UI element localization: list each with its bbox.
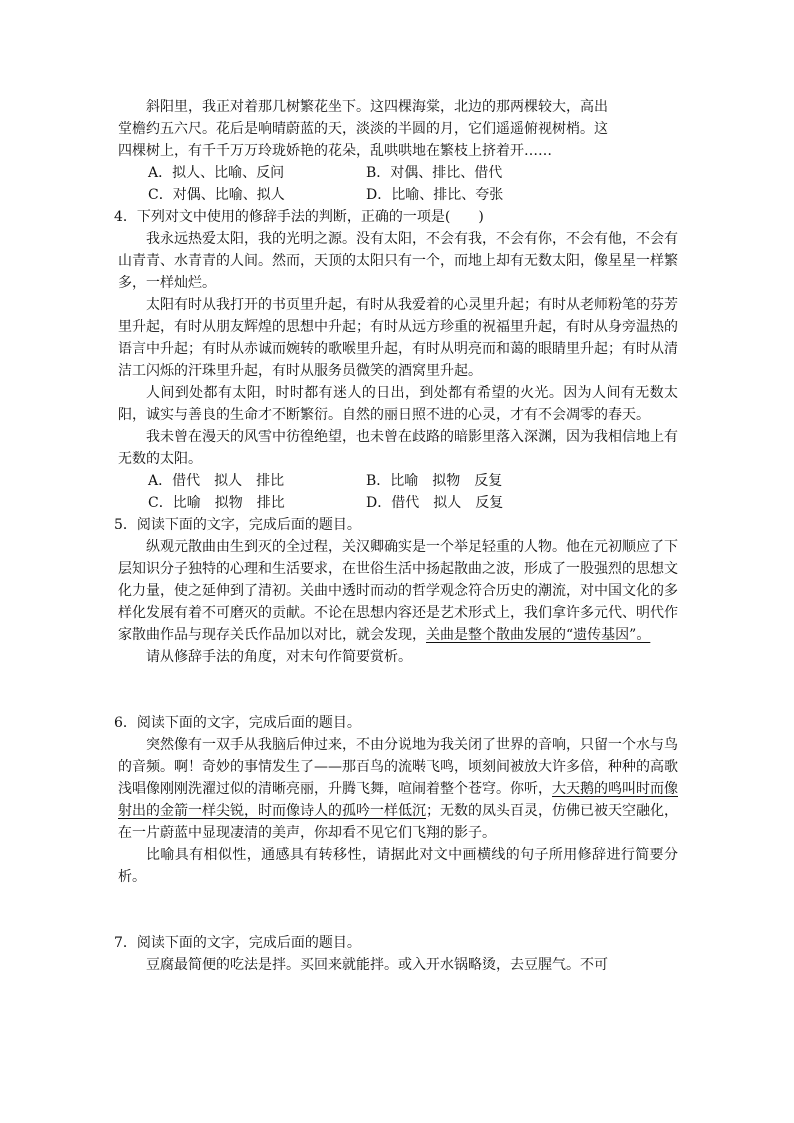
answer-space — [118, 668, 678, 712]
intro-line: 四棵树上，有千千万万玲珑娇艳的花朵，乱哄哄地在繁枝上挤着开…… — [118, 143, 552, 159]
question-6-stem: 6．阅读下面的文字，完成后面的题目。 — [114, 715, 361, 731]
question-7-stem: 7．阅读下面的文字，完成后面的题目。 — [114, 935, 361, 951]
option-a: A．拟人、比喻、反问 — [148, 165, 285, 181]
intro-line: 斜阳里，我正对着那几树繁花坐下。这四棵海棠，北边的那两棵较大，高出 — [146, 99, 608, 115]
option-c: C．对偶、比喻、拟人 — [148, 187, 285, 203]
question-4-paragraph: 人间到处都有太阳，时时都有迷人的日出，到处都有希望的火光。因为人间有无数太阳，诚实与善良的生命才不断繁衍。自然的丽日照不进的心灵，才有不会凋零的春天。 — [118, 385, 678, 423]
question-6-underlined-sentence: 大天鹅的鸣叫时而像射出的金箭一样尖锐，时而像诗人的孤吟一样低沉 — [118, 781, 678, 819]
option-a: A．借代 拟人 排比 — [148, 473, 285, 489]
question-5-stem: 5．阅读下面的文字，完成后面的题目。 — [114, 517, 361, 533]
question-6-text-tail: ；无数的凤头百灵，仿佛已被天空融化，在一片蔚蓝中显现凄清的美声，你却看不见它们飞翔的影子。 — [118, 803, 678, 841]
option-d: D．比喻、排比、夸张 — [366, 187, 504, 203]
question-5-instruction: 请从修辞手法的角度，对末句作简要赏析。 — [146, 649, 412, 665]
document-page — [114, 96, 678, 976]
question-6-instruction: 比喻具有相似性，通感具有转移性，请据此对文中画横线的句子所用修辞进行简要分析。 — [118, 847, 678, 885]
answer-space — [118, 888, 678, 932]
question-4-paragraph: 太阳有时从我打开的书页里升起，有时从我爱着的心灵里升起；有时从老师粉笔的芬芳里升起，有时从朋友辉煌的思想中升起；有时从远方珍重的祝福里升起，有时从身旁温热的语言中升起；有时从赤诚而婉转的歌喉里升起，有时从明亮而和蔼的眼睛里升起；有时从清洁工闪烁的汗珠里升起，有时从服务员微笑的酒窝里升起。 — [118, 297, 678, 379]
option-d: D．借代 拟人 反复 — [366, 495, 504, 511]
intro-options-row — [118, 184, 678, 206]
question-4-options-row — [118, 492, 678, 514]
question-6-paragraph — [118, 734, 678, 844]
question-6-text: 突然像有一双手从我脑后伸过来，不由分说地为我关闭了世界的音响，只留一个水与鸟的音频。啊！奇妙的事情发生了——那百鸟的流啭飞鸣，顷刻间被放大许多倍，种种的高歌浅唱像刚刚洗濯过似的清晰亮丽，升腾飞舞，喧闹着整个苍穹。你听， — [118, 737, 678, 797]
question-5-underlined-sentence: 关曲是整个散曲发展的“遗传基因”。 — [426, 627, 651, 643]
question-5-paragraph — [118, 536, 678, 646]
question-7-paragraph: 豆腐最简便的吃法是拌。买回来就能拌。或入开水锅略烫，去豆腥气。不可 — [146, 957, 608, 973]
question-4-paragraph: 我永远热爱太阳，我的光明之源。没有太阳，不会有我，不会有你，不会有他，不会有山青青、水青青的人间。然而，天顶的太阳只有一个，而地上却有无数太阳，像星星一样繁多，一样灿烂。 — [118, 231, 678, 291]
intro-passage — [118, 96, 678, 162]
intro-line: 堂檐约五六尺。花后是响晴蔚蓝的天，淡淡的半圆的月，它们遥遥俯视树梢。这 — [118, 121, 608, 137]
question-5-text: 纵观元散曲由生到灭的全过程，关汉卿确实是一个举足轻重的人物。他在元初顺应了下层知识分子独特的心理和生活要求，在世俗生活中扬起散曲之波，形成了一股强烈的思想文化力量，使之延伸到了清初。关曲中透时而动的哲学观念符合历史的潮流，对中国文化的多样化发展有着不可磨灭的贡献。不论在思想内容还是艺术形式上，我们拿许多元代、明代作家散曲作品与现存关氏作品加以对比，就会发现， — [118, 539, 678, 643]
option-b: B．对偶、排比、借代 — [366, 165, 503, 181]
option-c: C．比喻 拟物 排比 — [148, 495, 285, 511]
question-4-options-row — [118, 470, 678, 492]
intro-options-row — [118, 162, 678, 184]
question-4-stem: 4．下列对文中使用的修辞手法的判断，正确的一项是( ) — [114, 209, 484, 225]
question-4-paragraph: 我未曾在漫天的风雪中彷徨绝望，也未曾在歧路的暗影里落入深渊，因为我相信地上有无数的太阳。 — [118, 429, 678, 467]
option-b: B．比喻 拟物 反复 — [366, 473, 503, 489]
